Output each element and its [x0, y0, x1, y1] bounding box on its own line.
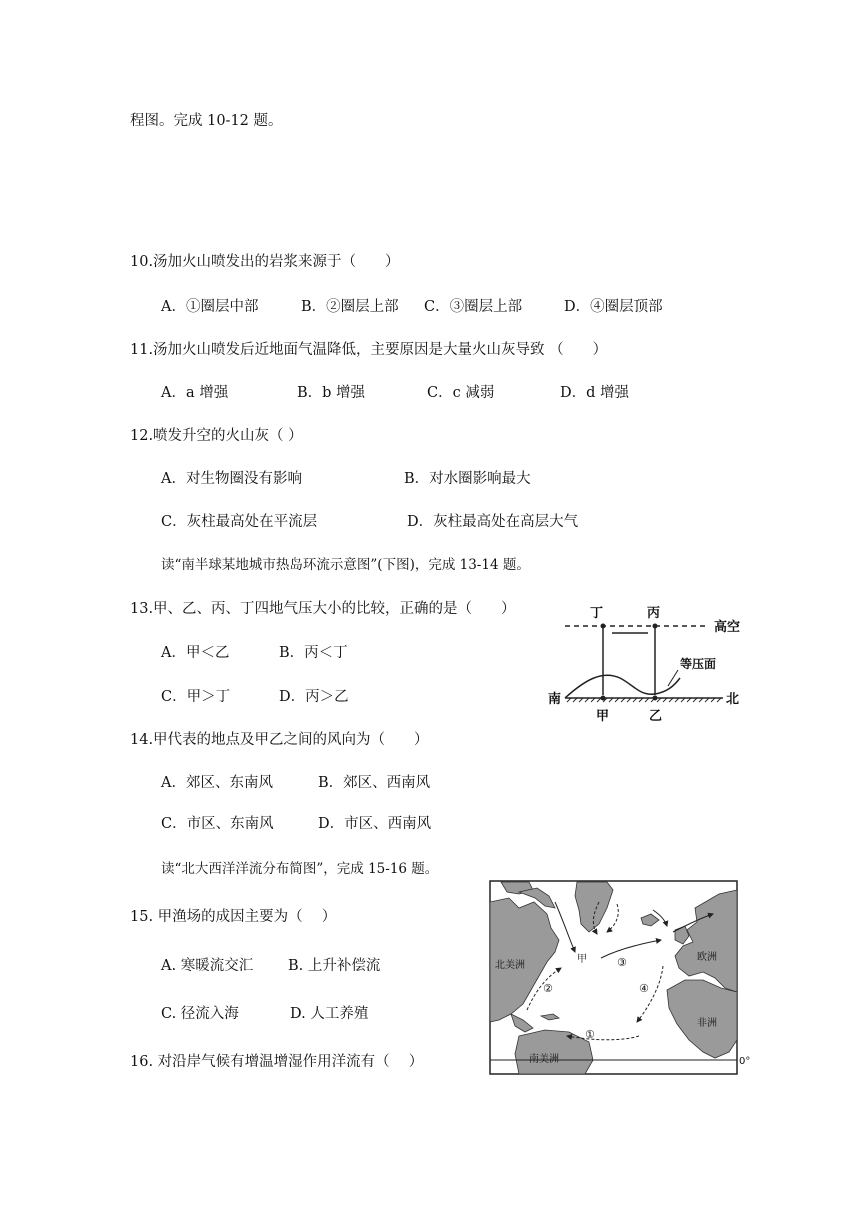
point-yi: [653, 696, 658, 701]
q15-option-a: A. 寒暖流交汇: [161, 958, 254, 974]
label-equator: 0°: [739, 1056, 751, 1067]
q14-option-a: A．郊区、东南风: [161, 775, 273, 791]
question-13-stem: 13.甲、乙、丙、丁四地气压大小的比较，正确的是（ ）: [130, 601, 516, 617]
q14-option-c: C．市区、东南风: [161, 816, 274, 832]
q10-option-a: A．①圈层中部: [161, 299, 259, 315]
q12-option-b: B．对水圈影响最大: [404, 471, 531, 487]
q12-option-a: A．对生物圈没有影响: [161, 471, 302, 487]
q10-option-c: C．③圈层上部: [424, 299, 523, 315]
label-nan: 南: [548, 692, 562, 707]
intro-tail: 程图。完成 10-12 题。: [130, 113, 283, 129]
label-south-america: 南美洲: [529, 1054, 559, 1065]
question-15-stem: 15. 甲渔场的成因主要为（ ）: [130, 909, 337, 925]
point-jia: [601, 696, 606, 701]
q13-option-c: C．甲＞丁: [161, 689, 231, 705]
label-dengyamian: 等压面: [680, 657, 717, 671]
q13-option-d: D．丙＞乙: [279, 689, 349, 705]
question-10-stem: 10.汤加火山喷发出的岩浆来源于（ ）: [130, 254, 400, 270]
label-gaokong: 高空: [714, 620, 741, 635]
q10-option-b: B．②圈层上部: [301, 299, 399, 315]
label-current-1: ①: [585, 1028, 595, 1041]
point-bing: [653, 624, 658, 629]
q11-option-a: A．a 增强: [161, 385, 229, 401]
question-11-stem: 11.汤加火山喷发后近地面气温降低，主要原因是大量火山灰导致 （ ）: [130, 342, 608, 358]
north-atlantic-currents-map: [489, 880, 754, 1076]
label-jia: 甲: [596, 709, 610, 724]
label-europe: 欧洲: [697, 952, 717, 963]
q15-option-d: D. 人工养殖: [290, 1006, 369, 1022]
question-16-stem: 16. 对沿岸气候有增温增湿作用洋流有（ ）: [130, 1054, 424, 1070]
question-14-stem: 14.甲代表的地点及甲乙之间的风向为（ ）: [130, 732, 429, 748]
q15-option-c: C. 径流入海: [161, 1006, 239, 1022]
q14-option-d: D．市区、西南风: [318, 816, 432, 832]
label-bei: 北: [726, 692, 740, 707]
reading-prompt-15-16: 读“北大西洋洋流分布简图”，完成 15-16 题。: [161, 861, 439, 877]
isobar-pointer: [668, 670, 678, 686]
label-current-4: ④: [639, 982, 649, 995]
reading-prompt-13-14: 读“南半球某地城市热岛环流示意图”(下图)，完成 13-14 题。: [161, 557, 530, 573]
q11-option-d: D．d 增强: [560, 385, 630, 401]
q12-option-c: C．灰柱最高处在平流层: [161, 514, 318, 530]
q10-option-d: D．④圈层顶部: [564, 299, 663, 315]
label-jia-fishery: 甲: [577, 954, 587, 965]
q11-option-b: B．b 增强: [297, 385, 366, 401]
label-ding: 丁: [590, 606, 604, 621]
point-ding: [601, 624, 606, 629]
q13-option-a: A．甲＜乙: [161, 645, 230, 661]
q12-option-d: D．灰柱最高处在高层大气: [407, 514, 579, 530]
q15-option-b: B. 上升补偿流: [288, 958, 381, 974]
q11-option-c: C．c 减弱: [427, 385, 495, 401]
label-current-3: ③: [617, 956, 627, 969]
q14-option-b: B．郊区、西南风: [318, 775, 431, 791]
label-north-america: 北美洲: [495, 960, 525, 971]
label-africa: 非洲: [697, 1018, 717, 1029]
label-bing: 丙: [647, 606, 661, 621]
heat-island-diagram: [540, 598, 750, 728]
q13-option-b: B．丙＜丁: [279, 645, 348, 661]
surface-isobar-curve: [565, 675, 680, 698]
label-current-2: ②: [543, 982, 553, 995]
question-12-stem: 12.喷发升空的火山灰（ ）: [130, 428, 303, 444]
label-yi: 乙: [649, 709, 663, 724]
